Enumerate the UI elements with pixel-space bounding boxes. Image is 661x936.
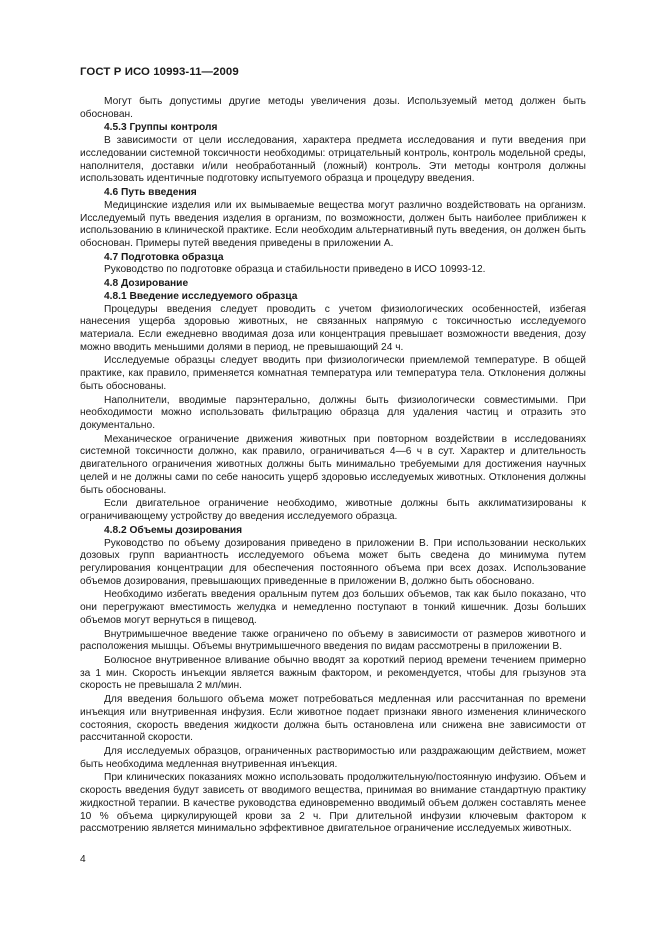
paragraph-volume-5: Для введения большого объема может потребоваться медленная или рассчитанная по времени инъекция или внутривенная инфузия. Если животное подает признаки явного изменения клинического состояния, скорость введения жидкости должна быть остановлена или снижена вне зависимости от рассчитанной скорости.	[80, 694, 586, 744]
paragraph-control-groups: В зависимости от цели исследования, характера предмета исследования и пути введения при исследовании системной токсичности необходимы: отрицательный контроль, контроль модельной среды, наполнителя, доставки и/или необработанный (ложный) контроль. Эти методы контроля должны использовать идентичные подготовку испытуемого образца и процедуру введения.	[80, 135, 586, 185]
paragraph-admin-5: Если двигательное ограничение необходимо, животные должны быть акклиматизированы к ограничивающему устройству до введения исследуемого образца.	[80, 498, 586, 523]
paragraph-volume-2: Необходимо избегать введения оральным путем доз больших объемов, так как было показано, что они перегружают вместимость желудка и немедленно поступают в тонкий кишечник. Дозы больших объемов могут вернуться в пищевод.	[80, 589, 586, 626]
paragraph-volume-3: Внутримышечное введение также ограничено по объему в зависимости от размеров животного и расположения мышцы. Объемы внутримышечного введения по видам рассмотрены в приложении В.	[80, 628, 586, 653]
paragraph-dose-methods: Могут быть допустимы другие методы увеличения дозы. Используемый метод должен быть обоснован.	[80, 96, 586, 120]
paragraph-volume-4: Болюсное внутривенное вливание обычно вводят за короткий период времени течением примерно за 1 мин. Скорость инъекции является важным фактором, и рекомендуется, чтобы для грызунов эта скорость не превышала 2 мл/мин.	[80, 654, 586, 692]
section-heading-4-8: 4.8 Дозирование	[104, 278, 189, 290]
paragraph-admin-3: Наполнители, вводимые парэнтерально, должны быть физиологически совместимыми. При необходимости можно использовать фильтрацию образца для удаления частиц и отразить это документально.	[80, 394, 586, 432]
paragraph-volume-1: Руководство по объему дозирования приведено в приложении В. При использовании нескольких дозовых групп вариантность исследуемого объема может быть сведена до минимума путем регулирования концентрации для обеспечения постоянного объема при всех дозах. Использование объемов дозирования, превышающих приведенные в приложении В, должно быть обосновано.	[80, 537, 586, 587]
paragraph-admin-4: Механическое ограничение движения животных при повторном воздействии в исследованиях системной токсичности должно, как правило, ограничиваться 4—6 ч в сут. Характер и длительность двигательного ограничения животных должны быть минимально требуемыми для достижения научных целей и не должны сами по себе наносить ущерб здоровью исследуемых животных. Отклонения должны быть обоснованы.	[80, 433, 586, 496]
section-heading-4-8-1: 4.8.1 Введение исследуемого образца	[104, 290, 298, 302]
paragraph-volume-7: При клинических показаниях можно использовать продолжительную/постоянную инфузию. Объем и скорость введения будут зависеть от вводимого вещества, принимая во внимание стандартную практику жидкостной терапии. В качестве руководства единовременно вводимый объем должен составлять менее 10 % объема циркулирующей крови за 2 ч. При длительной инфузии ключевым фактором к рассмотрению является минимально эффективное двигательное ограничение исследуемых животных.	[80, 772, 586, 835]
section-heading-4-7: 4.7 Подготовка образца	[104, 251, 224, 263]
section-heading-4-5-3: 4.5.3 Группы контроля	[104, 122, 218, 134]
paragraph-admin-1: Процедуры введения следует проводить с учетом физиологических особенностей, избегая нанесения ущерба здоровью животных, не связанных напрямую с токсичностью исследуемого материала. Если ежедневно вводимая доза или концентрация превышает возможности введения, дозу можно вводить меньшими долями в период, не превышающий 24 ч.	[80, 303, 586, 353]
paragraph-route: Медицинские изделия или их вымываемые вещества могут различно воздействовать на организм. Исследуемый путь введения изделия в организм, по возможности, должен быть наиболее приближен к использованию в клинической практике. Если необходим альтернативный путь введения, он должен быть обоснован. Примеры путей введения приведены в приложении А.	[80, 199, 586, 250]
section-heading-4-8-2: 4.8.2 Объемы дозирования	[104, 524, 243, 536]
document-body	[80, 96, 586, 837]
paragraph-sample-prep: Руководство по подготовке образца и стабильности приведено в ИСО 10993-12.	[104, 264, 486, 276]
section-heading-4-6: 4.6 Путь введения	[104, 187, 197, 199]
paragraph-admin-2: Исследуемые образцы следует вводить при физиологически приемлемой температуре. В общей практике, как правило, применяется комнатная температура или температура тела. Отклонения должны быть обоснованы.	[80, 355, 586, 392]
paragraph-volume-6: Для исследуемых образцов, ограниченных растворимостью или раздражающим действием, может быть необходима медленная внутривенная инъекция.	[80, 745, 586, 770]
document-header: ГОСТ Р ИСО 10993-11—2009	[80, 66, 239, 78]
page-number: 4	[80, 854, 86, 865]
